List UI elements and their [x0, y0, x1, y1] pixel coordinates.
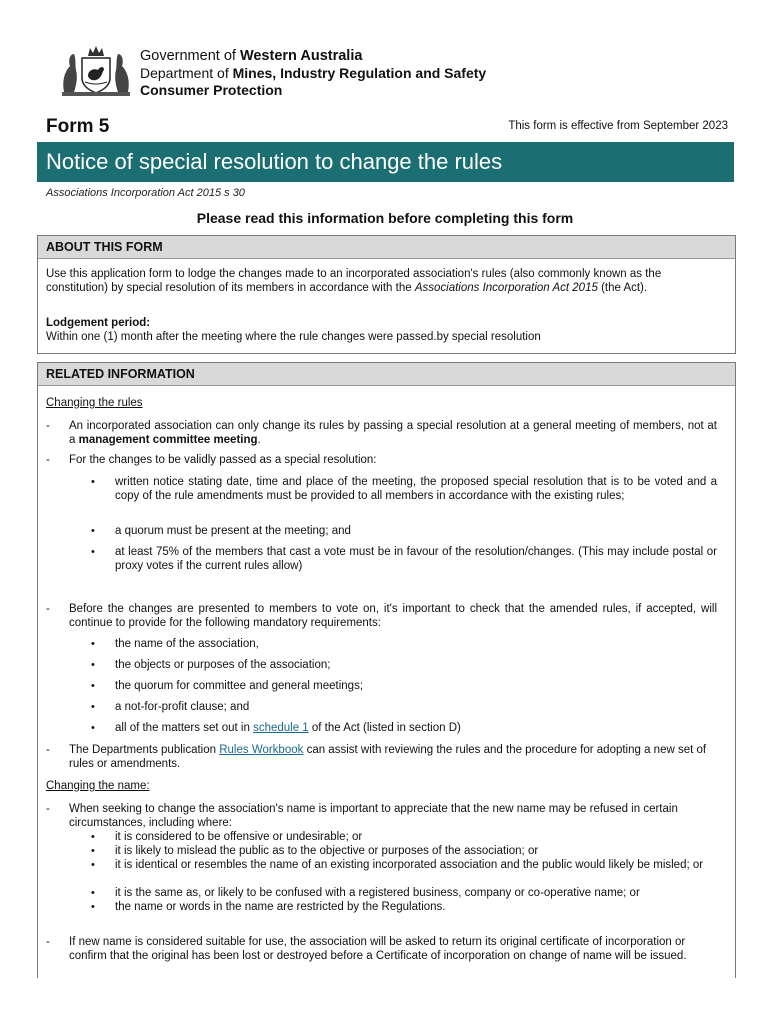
d3-bullet-1: the name of the association, [115, 638, 259, 650]
about-paragraph [46, 267, 726, 295]
lodgement-text: Within one (1) month after the meeting where the rule changes were passed.by special resolution [46, 331, 541, 343]
bullet-marker: • [91, 701, 95, 713]
form-number: Form 5 [46, 116, 110, 137]
bullet-marker: • [91, 859, 95, 871]
d3-bullet-3: the quorum for committee and general meetings; [115, 680, 364, 692]
bullet-marker: • [91, 476, 95, 488]
d1-bold: management committee meeting [78, 434, 258, 446]
about-section [37, 235, 736, 354]
d5-bullet-2: it is likely to mislead the public as to the objective or purposes of the association; or [115, 845, 539, 857]
bullet-marker: • [91, 638, 95, 650]
schedule-1-link[interactable]: schedule 1 [253, 722, 309, 734]
form-title: Notice of special resolution to change the rules [46, 149, 503, 174]
bullet-marker: • [91, 845, 95, 857]
d5-bullet-1: it is considered to be offensive or undesirable; or [115, 831, 363, 843]
bullet-marker: • [91, 680, 95, 692]
name-dash-1: When seeking to change the association's name is important to appreciate that the new name may be refused in certain circumstances, including where: [69, 803, 678, 829]
org-line2-bold: Mines, Industry Regulation and Safety [232, 65, 487, 81]
bullet-marker: • [91, 831, 95, 843]
rules-dash-4 [69, 743, 717, 771]
rules-dash-2: For the changes to be validly passed as a special resolution: [69, 454, 377, 466]
changing-name-heading: Changing the name: [46, 780, 150, 792]
rules-workbook-link[interactable]: Rules Workbook [219, 744, 304, 756]
organisation-name [140, 48, 486, 99]
dash-marker: - [46, 420, 50, 432]
bullet-marker: • [91, 901, 95, 913]
d5-bullet-4: it is the same as, or likely to be confused with a registered business, company or co-operative name; or [115, 887, 640, 899]
dash-marker: - [46, 803, 50, 815]
d2-bullet-2: a quorum must be present at the meeting; and [115, 525, 351, 537]
bullet-marker: • [91, 722, 95, 734]
related-heading: RELATED INFORMATION [38, 363, 735, 386]
dash-marker: - [46, 603, 50, 615]
d5-bullet-3: it is identical or resembles the name of an existing incorporated association and the public would likely be misled; or [115, 859, 704, 871]
rules-dash-1 [69, 419, 717, 447]
about-act-italic: Associations Incorporation Act 2015 [414, 282, 598, 294]
instruction-heading: Please read this information before completing this form [196, 210, 574, 226]
act-reference: Associations Incorporation Act 2015 s 30 [46, 187, 245, 199]
d5-bullet-5: the name or words in the name are restricted by the Regulations. [115, 901, 446, 913]
org-line3: Consumer Protection [140, 82, 283, 98]
changing-rules-heading: Changing the rules [46, 397, 143, 409]
d2-bullet-3: at least 75% of the members that cast a vote must be in favour of the resolution/changes. (This may include postal or proxy votes if the current rules allow) [115, 546, 717, 572]
d3-last-text-b: of the Act (listed in section D) [308, 722, 461, 734]
org-line2-prefix: Department of [140, 65, 233, 81]
org-line1-bold: Western Australia [239, 48, 363, 64]
bullet-marker: • [91, 887, 95, 899]
bullet-marker: • [91, 525, 95, 537]
bullet-marker: • [91, 546, 95, 558]
name-dash-2: If new name is considered suitable for use, the association will be asked to return its original certificate of incorporation or confirm that the original has been lost or destroyed before a Certificate of incorporation on change of name will be issued. [69, 936, 687, 962]
about-text-a: Use this application form to lodge the changes made to an incorporated association's rules (also commonly known as the constitution) by special resolution of its members in accordance with the [46, 268, 662, 294]
dash-marker: - [46, 454, 50, 466]
d1-text-a: An incorporated association can only change its rules by passing a special resolution at a general meeting of members, not at a [69, 420, 717, 446]
d3-bullet-5 [115, 721, 461, 735]
d4-text-a: The Departments publication [69, 744, 220, 756]
d4-text-b: can assist with reviewing the rules and the procedure for adopting a new set of rules or amendments. [69, 744, 707, 770]
bullet-marker: • [91, 659, 95, 671]
d3-last-text-a: all of the matters set out in [115, 722, 254, 734]
wa-crest-logo [58, 42, 134, 98]
org-line1-prefix: Government of [140, 48, 240, 64]
about-text-b: (the Act). [597, 282, 648, 294]
d3-bullet-2: the objects or purposes of the association; [115, 659, 331, 671]
d3-bullet-4: a not-for-profit clause; and [115, 701, 250, 713]
d1-text-b: . [257, 434, 261, 446]
rules-dash-3: Before the changes are presented to members to vote on, it's important to check that the amended rules, if accepted, will continue to provide for the following mandatory requirements: [69, 603, 717, 629]
about-heading: ABOUT THIS FORM [38, 236, 735, 259]
effective-date: This form is effective from September 2023 [508, 120, 728, 132]
dash-marker: - [46, 744, 50, 756]
dash-marker: - [46, 936, 50, 948]
d2-bullet-1: written notice stating date, time and place of the meeting, the proposed special resolution that is to be voted and a copy of the rule amendments must be provided to all members in accordance with the existing rules; [115, 476, 717, 502]
related-section [37, 362, 736, 978]
lodgement-label: Lodgement period: [46, 317, 151, 329]
